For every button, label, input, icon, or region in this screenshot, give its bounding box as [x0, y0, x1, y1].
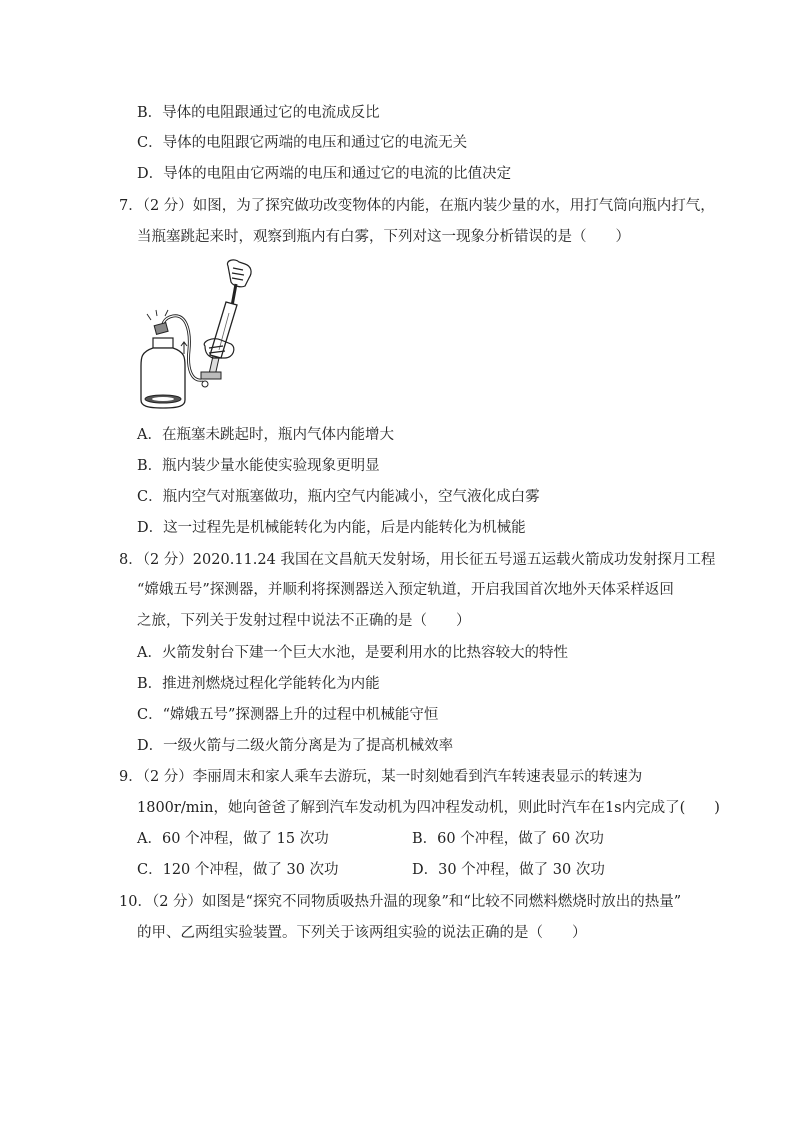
q8-stem-line2: “嫦娥五号”探测器，并顺利将探测器送入预定轨道，开启我国首次地外天体采样返回 [137, 582, 674, 598]
q8-option-c: C．“嫦娥五号”探测器上升的过程中机械能守恒 [137, 707, 439, 723]
q6-option-b: B．导体的电阻跟通过它的电流成反比 [137, 105, 380, 121]
q7-option-a: A．在瓶塞未跳起时，瓶内气体内能增大 [137, 427, 394, 443]
q7-option-c: C．瓶内空气对瓶塞做功，瓶内空气内能减小，空气液化成白雾 [137, 489, 540, 505]
q9-stem-line2: 1800r/min，她向爸爸了解到汽车发动机为四冲程发动机，则此时汽车在1s内完成了( ) [137, 800, 720, 816]
q7-stem-line1: 7．（2 分）如图，为了探究做功改变物体的内能，在瓶内装少量的水，用打气筒向瓶内打气， [119, 198, 715, 214]
q9-option-b: B．60 个冲程，做了 60 次功 [412, 831, 604, 847]
q6-option-c: C．导体的电阻跟它两端的电压和通过它的电流无关 [137, 135, 468, 151]
q7-option-b: B．瓶内装少量水能使实验现象更明显 [137, 458, 380, 474]
bottle-pump-figure [133, 258, 273, 410]
q9-option-a: A．60 个冲程，做了 15 次功 [137, 831, 329, 847]
q10-stem-line1: 10．（2 分）如图是“探究不同物质吸热升温的现象”和“比较不同燃料燃烧时放出的热量” [119, 894, 682, 910]
q7-option-d: D．这一过程先是机械能转化为内能，后是内能转化为机械能 [137, 520, 526, 536]
q6-option-d: D．导体的电阻由它两端的电压和通过它的电流的比值决定 [137, 166, 512, 182]
q8-option-b: B．推进剂燃烧过程化学能转化为内能 [137, 676, 380, 692]
q8-option-a: A．火箭发射台下建一个巨大水池，是要利用水的比热容较大的特性 [137, 645, 568, 661]
q9-option-c: C．120 个冲程，做了 30 次功 [137, 862, 339, 878]
q8-stem-line1: 8．（2 分）2020.11.24 我国在文昌航天发射场，用长征五号遥五运载火箭成功发射探月工程 [119, 552, 716, 568]
q10-stem-line2: 的甲、乙两组实验装置。下列关于该两组实验的说法正确的是（ ） [137, 925, 587, 941]
hand-top-illustration [227, 260, 251, 287]
q8-stem-line3: 之旅，下列关于发射过程中说法不正确的是（ ） [137, 613, 471, 629]
bottle-illustration [141, 338, 185, 408]
q9-stem-line1: 9．（2 分）李丽周末和家人乘车去游玩，某一时刻她看到汽车转速表显示的转速为 [119, 769, 643, 785]
q9-option-d: D．30 个冲程，做了 30 次功 [412, 862, 605, 878]
q7-stem-line2: 当瓶塞跳起来时，观察到瓶内有白雾，下列对这一现象分析错误的是（ ） [137, 229, 630, 245]
q8-option-d: D．一级火箭与二级火箭分离是为了提高机械效率 [137, 738, 454, 754]
